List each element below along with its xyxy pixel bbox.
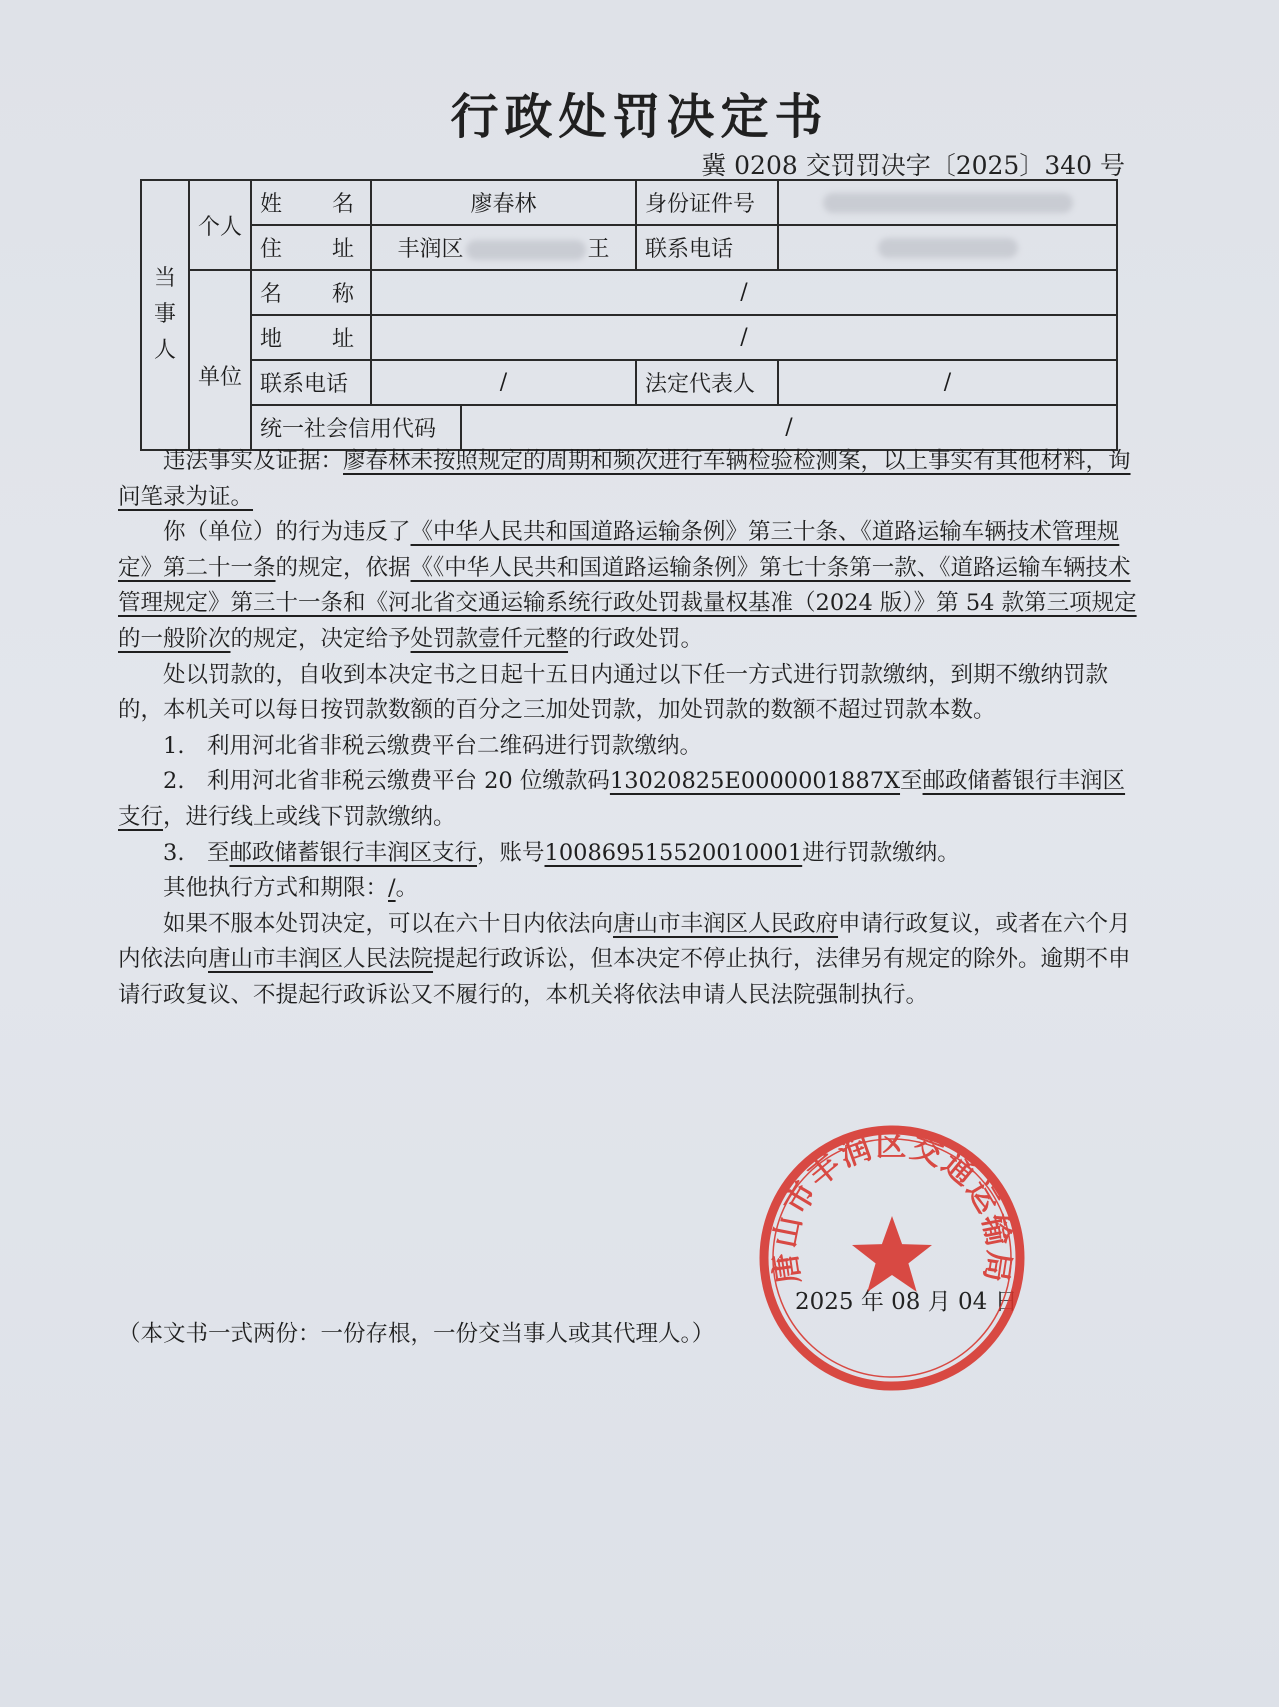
document-title: 行政处罚决定书 — [450, 89, 829, 145]
credit-code-value: / — [461, 405, 1117, 450]
legal-rep-value: / — [778, 360, 1117, 405]
copies-note: （本文书一式两份：一份存根，一份交当事人或其代理人。） — [118, 1321, 715, 1347]
violation-mid: 的规定，依据 — [275, 554, 411, 581]
facts-paragraph — [118, 444, 1138, 515]
unit-address-value: / — [371, 315, 1117, 360]
method3-suffix: 进行罚款缴纳。 — [802, 839, 960, 866]
facts-label: 违法事实及证据： — [163, 448, 344, 474]
unit-name-label: 名 称 — [251, 270, 371, 315]
facts-text: 廖春林未按照规定的周期和频次进行车辆检验检测案，以上事实有其他材料，询问笔录为证。 — [118, 448, 1131, 510]
seal-text: 唐山市丰润区交通运输局 — [766, 1127, 1018, 1287]
method2-suffix: ，进行线上或线下罚款缴纳。 — [163, 803, 456, 830]
official-seal — [752, 1118, 1032, 1398]
other-label: 其他执行方式和期限： — [163, 875, 389, 902]
id-label: 身份证件号 — [636, 180, 778, 225]
appeal-mid: 申请行政复议，或者在六个月内依法向 — [118, 910, 1131, 973]
unit-address-label: 地 址 — [251, 315, 371, 360]
name-label: 姓 名 — [251, 180, 371, 225]
payment-method-3 — [118, 836, 1138, 872]
address-label: 住 址 — [251, 225, 371, 270]
method3-prefix: 3. 至 — [163, 839, 230, 866]
appeal-prefix: 如果不服本处罚决定，可以在六十日内依法向 — [163, 910, 614, 937]
document-date: 2025 年 08 月 04 日 — [795, 1289, 1018, 1315]
appeal-end: 提起行政诉讼，但本决定不停止执行，法律另有规定的除外。逾期不申请行政复议、不提起行政诉讼又不履行的，本机关将依法申请人民法院强制执行。 — [118, 946, 1131, 1008]
account-number: 100869515520010001 — [544, 839, 803, 866]
address-prefix: 丰润区 — [397, 237, 464, 262]
legal-rep-label: 法定代表人 — [636, 360, 778, 405]
payment-method-1: 1. 利用河北省非税云缴费平台二维码进行罚款缴纳。 — [163, 732, 702, 759]
violation-prefix: 你（单位）的行为违反了 — [163, 519, 411, 546]
decision-end: 的行政处罚。 — [568, 625, 704, 652]
phone-value-redacted — [778, 225, 1117, 270]
address-value — [371, 225, 636, 270]
other-end: 。 — [395, 875, 419, 902]
individual-label: 个人 — [189, 180, 251, 270]
other-value: / — [388, 875, 396, 902]
unit-phone-label: 联系电话 — [251, 360, 371, 405]
payment-code: 13020825E0000001887X — [609, 768, 901, 795]
seal-star-icon — [852, 1216, 932, 1292]
court-name: 唐山市丰润区人民法院 — [208, 946, 434, 973]
party-info-table — [140, 179, 1118, 451]
unit-phone-value: / — [371, 360, 636, 405]
name-value: 廖春林 — [371, 180, 636, 225]
id-value-redacted — [778, 180, 1117, 225]
account-label: ，账号 — [476, 839, 545, 866]
review-government: 唐山市丰润区人民政府 — [613, 910, 839, 937]
other-execution — [118, 871, 1138, 907]
appeal-paragraph — [118, 907, 1138, 1014]
method2-prefix: 2. 利用河北省非税云缴费平台 20 位缴款码 — [163, 768, 610, 795]
violation-laws: 《中华人民共和国道路运输条例》第三十条、《道路运输车辆技术管理规定》第二十一条 — [118, 519, 1120, 581]
address-suffix: 王 — [587, 237, 610, 262]
decision-mid: 的规定，决定给予 — [230, 625, 411, 652]
document-body — [118, 444, 1138, 1014]
payment-method-2 — [118, 764, 1138, 835]
credit-code-label: 统一社会信用代码 — [251, 405, 461, 450]
decision-paragraph — [118, 515, 1138, 657]
method2-to: 至 — [900, 768, 923, 795]
phone-label: 联系电话 — [636, 225, 778, 270]
payment-intro: 处以罚款的，自收到本决定书之日起十五日内通过以下任一方式进行罚款缴纳，到期不缴纳罚款的，本机关可以每日按罚款数额的百分之三加处罚款，加处罚款的数额不超过罚款本数。 — [118, 661, 1109, 724]
document-number: 冀 0208 交罚罚决字〔2025〕340 号 — [701, 151, 1125, 180]
unit-label: 单位 — [189, 270, 251, 450]
basis-laws: 《《中华人民共和国道路运输条例》第七十条第一款、《道路运输车辆技术管理规定》第三十一条和《河北省交通运输系统行政处罚裁量权基准（2024 版）》第 54 款第三项规定的一般阶次 — [118, 554, 1137, 652]
penalty-amount: 处罚款壹仟元整 — [410, 625, 569, 652]
bank-branch: 邮政储蓄银行丰润区支行 — [229, 839, 477, 866]
bank-branch: 邮政储蓄银行丰润区支行 — [118, 768, 1126, 830]
unit-name-value: / — [371, 270, 1117, 315]
party-label: 当事人 — [141, 180, 189, 450]
